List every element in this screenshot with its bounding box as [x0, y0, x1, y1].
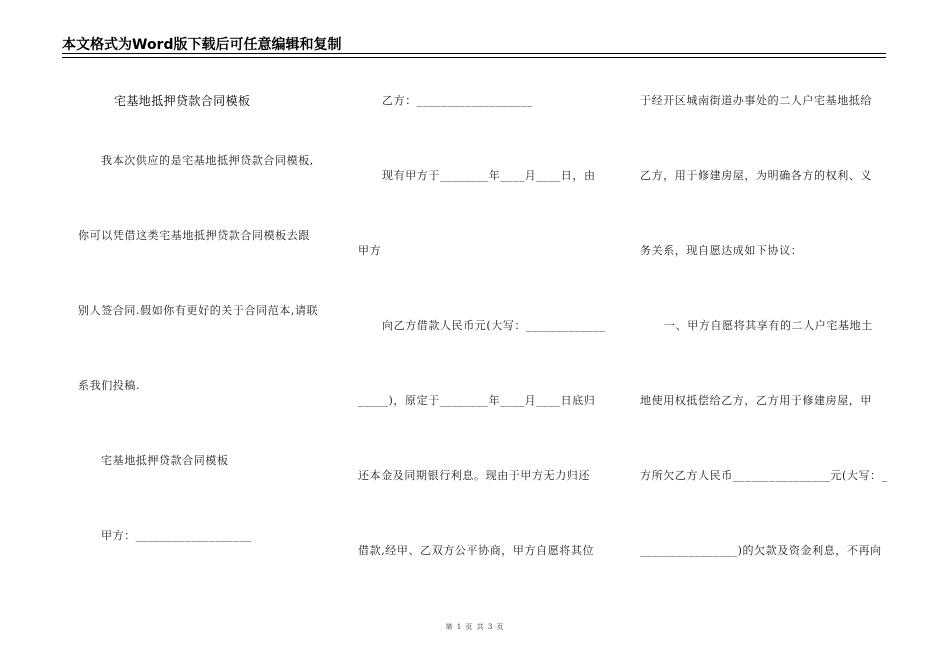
text-line: 借款,经甲、乙双方公平协商，甲方自愿将其位: [358, 544, 595, 557]
header-rule-top: [62, 53, 886, 54]
text-line: 一、甲方自愿将其享有的二人户宅基地土: [664, 319, 873, 332]
text-line: 务关系，现自愿达成如下协议：: [640, 244, 803, 257]
page-footer: 第 1 页 共 3 页: [445, 623, 505, 631]
text-line: 我本次供应的是宅基地抵押贷款合同模板,: [101, 154, 314, 167]
text-line: 宅基地抵押贷款合同模板: [101, 454, 229, 467]
text-line: 于经开区城南街道办事处的二人户宅基地抵给: [640, 94, 872, 107]
text-line: 甲方: [358, 244, 382, 257]
page-header: 本文格式为Word版下载后可任意编辑和复制: [62, 37, 342, 53]
document-title: 宅基地抵押贷款合同模板: [114, 94, 251, 108]
text-line: ________________)的欠款及资金利息，不再向: [640, 544, 882, 557]
text-line: 乙方，用于修建房屋，为明确各方的权利、义: [640, 169, 872, 182]
text-line: 方所欠乙方人民币________________元(大写：_: [640, 469, 888, 482]
party-a-field: 甲方：___________________: [101, 529, 252, 542]
text-line: 向乙方借款人民币元(大写：_____________: [382, 319, 606, 332]
text-line: 系我们投稿.: [78, 379, 141, 392]
text-line: 现有甲方于________年____月____日，由: [382, 169, 596, 182]
party-b-field: 乙方：___________________: [382, 94, 533, 107]
text-line: 地使用权抵偿给乙方，乙方用于修建房屋，甲: [640, 394, 872, 407]
text-line: 还本金及同期银行利息。现由于甲方无力归还: [358, 469, 590, 482]
text-line: _____)，原定于________年____月____日底归: [358, 394, 596, 407]
text-line: 别人签合同.假如你有更好的关于合同范本,请联: [78, 304, 319, 317]
text-line: 你可以凭借这类宅基地抵押贷款合同模板去跟: [78, 229, 310, 242]
header-rule-bottom: [62, 57, 886, 58]
